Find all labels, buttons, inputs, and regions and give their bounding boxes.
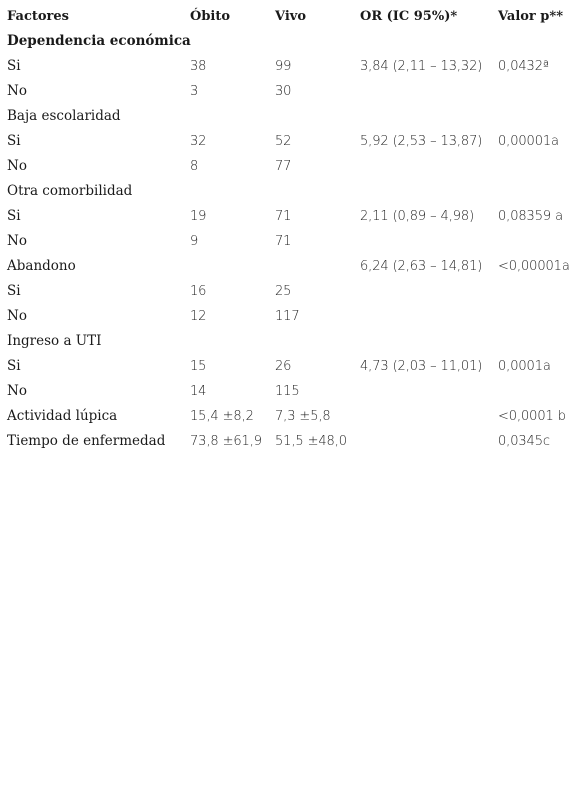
cell-factor: Si: [7, 133, 21, 149]
table-row: [0, 154, 583, 179]
cell-factor: No: [7, 233, 27, 249]
cell-or: 6,24 (2,63 – 14,81): [360, 259, 483, 274]
table-header: [0, 4, 583, 29]
cell-vivo: 99: [275, 59, 292, 74]
cell-vivo: 71: [275, 209, 292, 224]
cell-vivo: 26: [275, 359, 292, 374]
cell-obito: 3: [190, 84, 199, 99]
cell-vivo: 77: [275, 159, 292, 174]
header-vivo: Vivo: [275, 9, 307, 24]
table-row: [0, 379, 583, 404]
cell-factor: Otra comorbilidad: [7, 183, 133, 199]
table-row: [0, 329, 583, 354]
cell-factor: No: [7, 308, 27, 324]
cell-or: 5,92 (2,53 – 13,87): [360, 134, 483, 149]
cell-vivo: 71: [275, 234, 292, 249]
table-row: [0, 304, 583, 329]
cell-factor: Si: [7, 283, 21, 299]
table-row: [0, 204, 583, 229]
cell-factor: No: [7, 383, 27, 399]
table-row: [0, 179, 583, 204]
cell-vivo: 117: [275, 309, 300, 324]
header-factores: Factores: [7, 9, 69, 24]
cell-p: 0,00001a: [498, 134, 559, 149]
cell-vivo: 30: [275, 84, 292, 99]
header-valor-p: Valor p**: [498, 9, 563, 24]
table-row: [0, 354, 583, 379]
table-row: [0, 129, 583, 154]
cell-obito: 16: [190, 284, 207, 299]
table-row: [0, 279, 583, 304]
table-row: [0, 79, 583, 104]
cell-factor: Ingreso a UTI: [7, 333, 102, 349]
cell-obito: 32: [190, 134, 207, 149]
cell-p: 0,0345c: [498, 434, 550, 449]
table-row: [0, 404, 583, 429]
cell-factor: Si: [7, 358, 21, 374]
cell-vivo: 25: [275, 284, 292, 299]
table-row: [0, 29, 583, 54]
cell-factor: Dependencia económica: [7, 33, 191, 49]
cell-p: 0,08359 a: [498, 209, 563, 224]
cell-vivo: 51,5 ±48,0: [275, 434, 347, 449]
table-row: [0, 229, 583, 254]
table-row: [0, 104, 583, 129]
cell-factor: Tiempo de enfermedad: [7, 433, 166, 449]
cell-p: <0,0001 b: [498, 409, 566, 424]
table-row: [0, 254, 583, 279]
header-or: OR (IC 95%)*: [360, 9, 458, 24]
cell-or: 4,73 (2,03 – 11,01): [360, 359, 483, 374]
cell-p: 0,0432ª: [498, 59, 549, 74]
cell-factor: No: [7, 158, 27, 174]
cell-or: 3,84 (2,11 – 13,32): [360, 59, 483, 74]
cell-factor: Abandono: [7, 258, 76, 274]
cell-obito: 12: [190, 309, 207, 324]
cell-factor: Si: [7, 58, 21, 74]
table-row: [0, 54, 583, 79]
cell-vivo: 115: [275, 384, 300, 399]
cell-obito: 19: [190, 209, 207, 224]
cell-obito: 14: [190, 384, 207, 399]
cell-obito: 15,4 ±8,2: [190, 409, 254, 424]
cell-obito: 9: [190, 234, 199, 249]
cell-vivo: 52: [275, 134, 292, 149]
cell-factor: No: [7, 83, 27, 99]
cell-obito: 8: [190, 159, 199, 174]
cell-vivo: 7,3 ±5,8: [275, 409, 331, 424]
cell-factor: Actividad lúpica: [7, 408, 118, 424]
table-row: [0, 429, 583, 454]
cell-obito: 73,8 ±61,9: [190, 434, 262, 449]
header-obito: Óbito: [190, 9, 231, 24]
cell-obito: 38: [190, 59, 207, 74]
cell-factor: Baja escolaridad: [7, 108, 121, 124]
cell-obito: 15: [190, 359, 207, 374]
cell-p: 0,0001a: [498, 359, 551, 374]
cell-factor: Si: [7, 208, 21, 224]
cell-p: <0,00001a: [498, 259, 570, 274]
cell-or: 2,11 (0,89 – 4,98): [360, 209, 475, 224]
